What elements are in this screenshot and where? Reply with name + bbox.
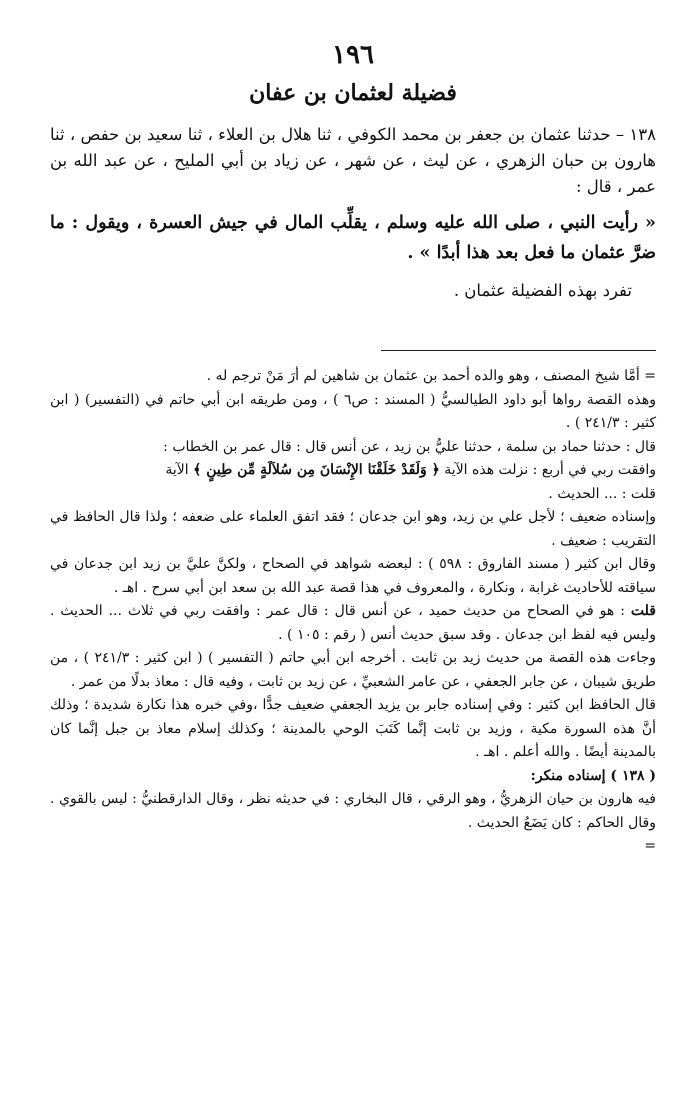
footnote-heading: ( ١٣٨ ) إسناده منكر: xyxy=(530,767,656,784)
footnote-paragraph: وهذه القصة رواها أبو داود الطيالسيُّ ( المسند : ص٦ ) ، ومن طريقه ابن أبي حاتم في (التفسير) ( ابن كثير : ٢٤١/٣ ) . xyxy=(50,391,657,431)
hadith-isnad xyxy=(50,122,656,200)
footnote-paragraph: = أمَّا شيخ المصنف ، وهو والده أحمد بن عثمان بن شاهين لم أرَ مَنْ ترجم له . xyxy=(206,368,656,384)
hadith-note: تفرد بهذه الفضيلة عثمان . xyxy=(453,281,632,300)
footnotes xyxy=(50,365,656,859)
footnote-paragraph xyxy=(50,600,656,647)
footnote-text: وافقت ربي في أربع : نزلت هذه الآية xyxy=(439,462,656,478)
footnote-paragraph: قال : حدثنا حماد بن سلمة ، حدثنا عليُّ بن زيد ، عن أنس قال : قال عمر بن الخطاب : xyxy=(163,438,656,455)
footnote-paragraph: قلت : ... الحديث . xyxy=(548,485,656,502)
footnote-separator xyxy=(381,350,656,351)
footnote-paragraph: وقال ابن كثير ( مسند الفاروق : ٥٩٨ ) : لبعضه شواهد في الصحاح ، ولكنَّ عليَّ بن زيد ابن جدعان في سياقته للأحاديث غرابة ، ونكارة ، والمعروف في هذا قصة عبد الله بن سعد ابن أبي سرح . اهـ . xyxy=(50,556,657,596)
chapter-title: فضيلة لعثمان بن عفان xyxy=(249,80,457,106)
quran-verse: ﴿ وَلَقَدْ خَلَقْنَا الإِنْسَانَ مِن سُلاَلَةٍ مِّن طِينٍ ﴾ xyxy=(193,462,440,478)
footnote-paragraph: فيه هارون بن حيان الزهريُّ ، وهو الرقي ، قال البخاري : في حديثه نظر ، وقال الدارقطنيُّ : ليس بالقوي . وقال الحاكم : كان يَضَعُ الحديث . xyxy=(50,791,656,831)
footnote-paragraph xyxy=(50,459,656,483)
isnad-text: ١٣٨ – حدثنا عثمان بن جعفر بن محمد الكوفي ، ثنا هلال بن العلاء ، ثنا سعيد بن حفص ، ثنا هارون بن حبان الزهري ، عن ليث ، عن شهر ، عن زياد بن أبي المليح ، عن عبد الله بن عمر ، قال : xyxy=(50,125,656,196)
footnote-label: قلت xyxy=(630,603,656,619)
footnote-continuation: = xyxy=(644,838,656,854)
footnote-paragraph: وإسناده ضعيف ؛ لأجل علي بن زيد، وهو ابن جدعان ؛ فقد اتفق العلماء على ضعفه ؛ ولذا قال الحافظ في التقريب : ضعيف . xyxy=(50,509,656,549)
footnote-text: : هو في الصحاح من حديث حميد ، عن أنس قال : قال عمر : وافقت ربي في ثلاث ... الحديث . وليس فيه لفظ ابن جدعان . وقد سبق حديث أنس ( رقم : ١٠٥ ) . xyxy=(50,603,656,643)
footnote-paragraph: قال الحافظ ابن كثير : وفي إسناده جابر بن يزيد الجعفي ضعيف جدًّا ،وفي خبره هذا نكارة شديدة ؛ وذلك أنَّ هذه السورة مكية ، وزيد بن ثابت إنَّما كَتَبَ الوحي بالمدينة ؛ وكذلك إسلام معاذ بن جبل إنَّما كان بالمدينة أيضًا . والله أعلم . اهـ . xyxy=(50,697,656,760)
footnote-text: الآية xyxy=(165,462,194,478)
hadith-matn: « رأيت النبي ، صلى الله عليه وسلم ، يقلِّب المال في جيش العسرة ، ويقول : ما ضرَّ عثمان ما فعل بعد هذا أبدًا » . xyxy=(50,213,656,263)
page-number: ١٩٦ xyxy=(332,40,374,70)
footnote-paragraph: وجاءت هذه القصة من حديث زيد بن ثابت . أخرجه ابن أبي حاتم ( التفسير ) ( ابن كثير : ٢٤١/٣ ) ، من طريق شيبان ، عن جابر الجعفي ، عن عامر الشعبيِّ ، عن زيد بن ثابت ، وفيه قال : معاذ بدلًا من عمر . xyxy=(50,650,656,690)
